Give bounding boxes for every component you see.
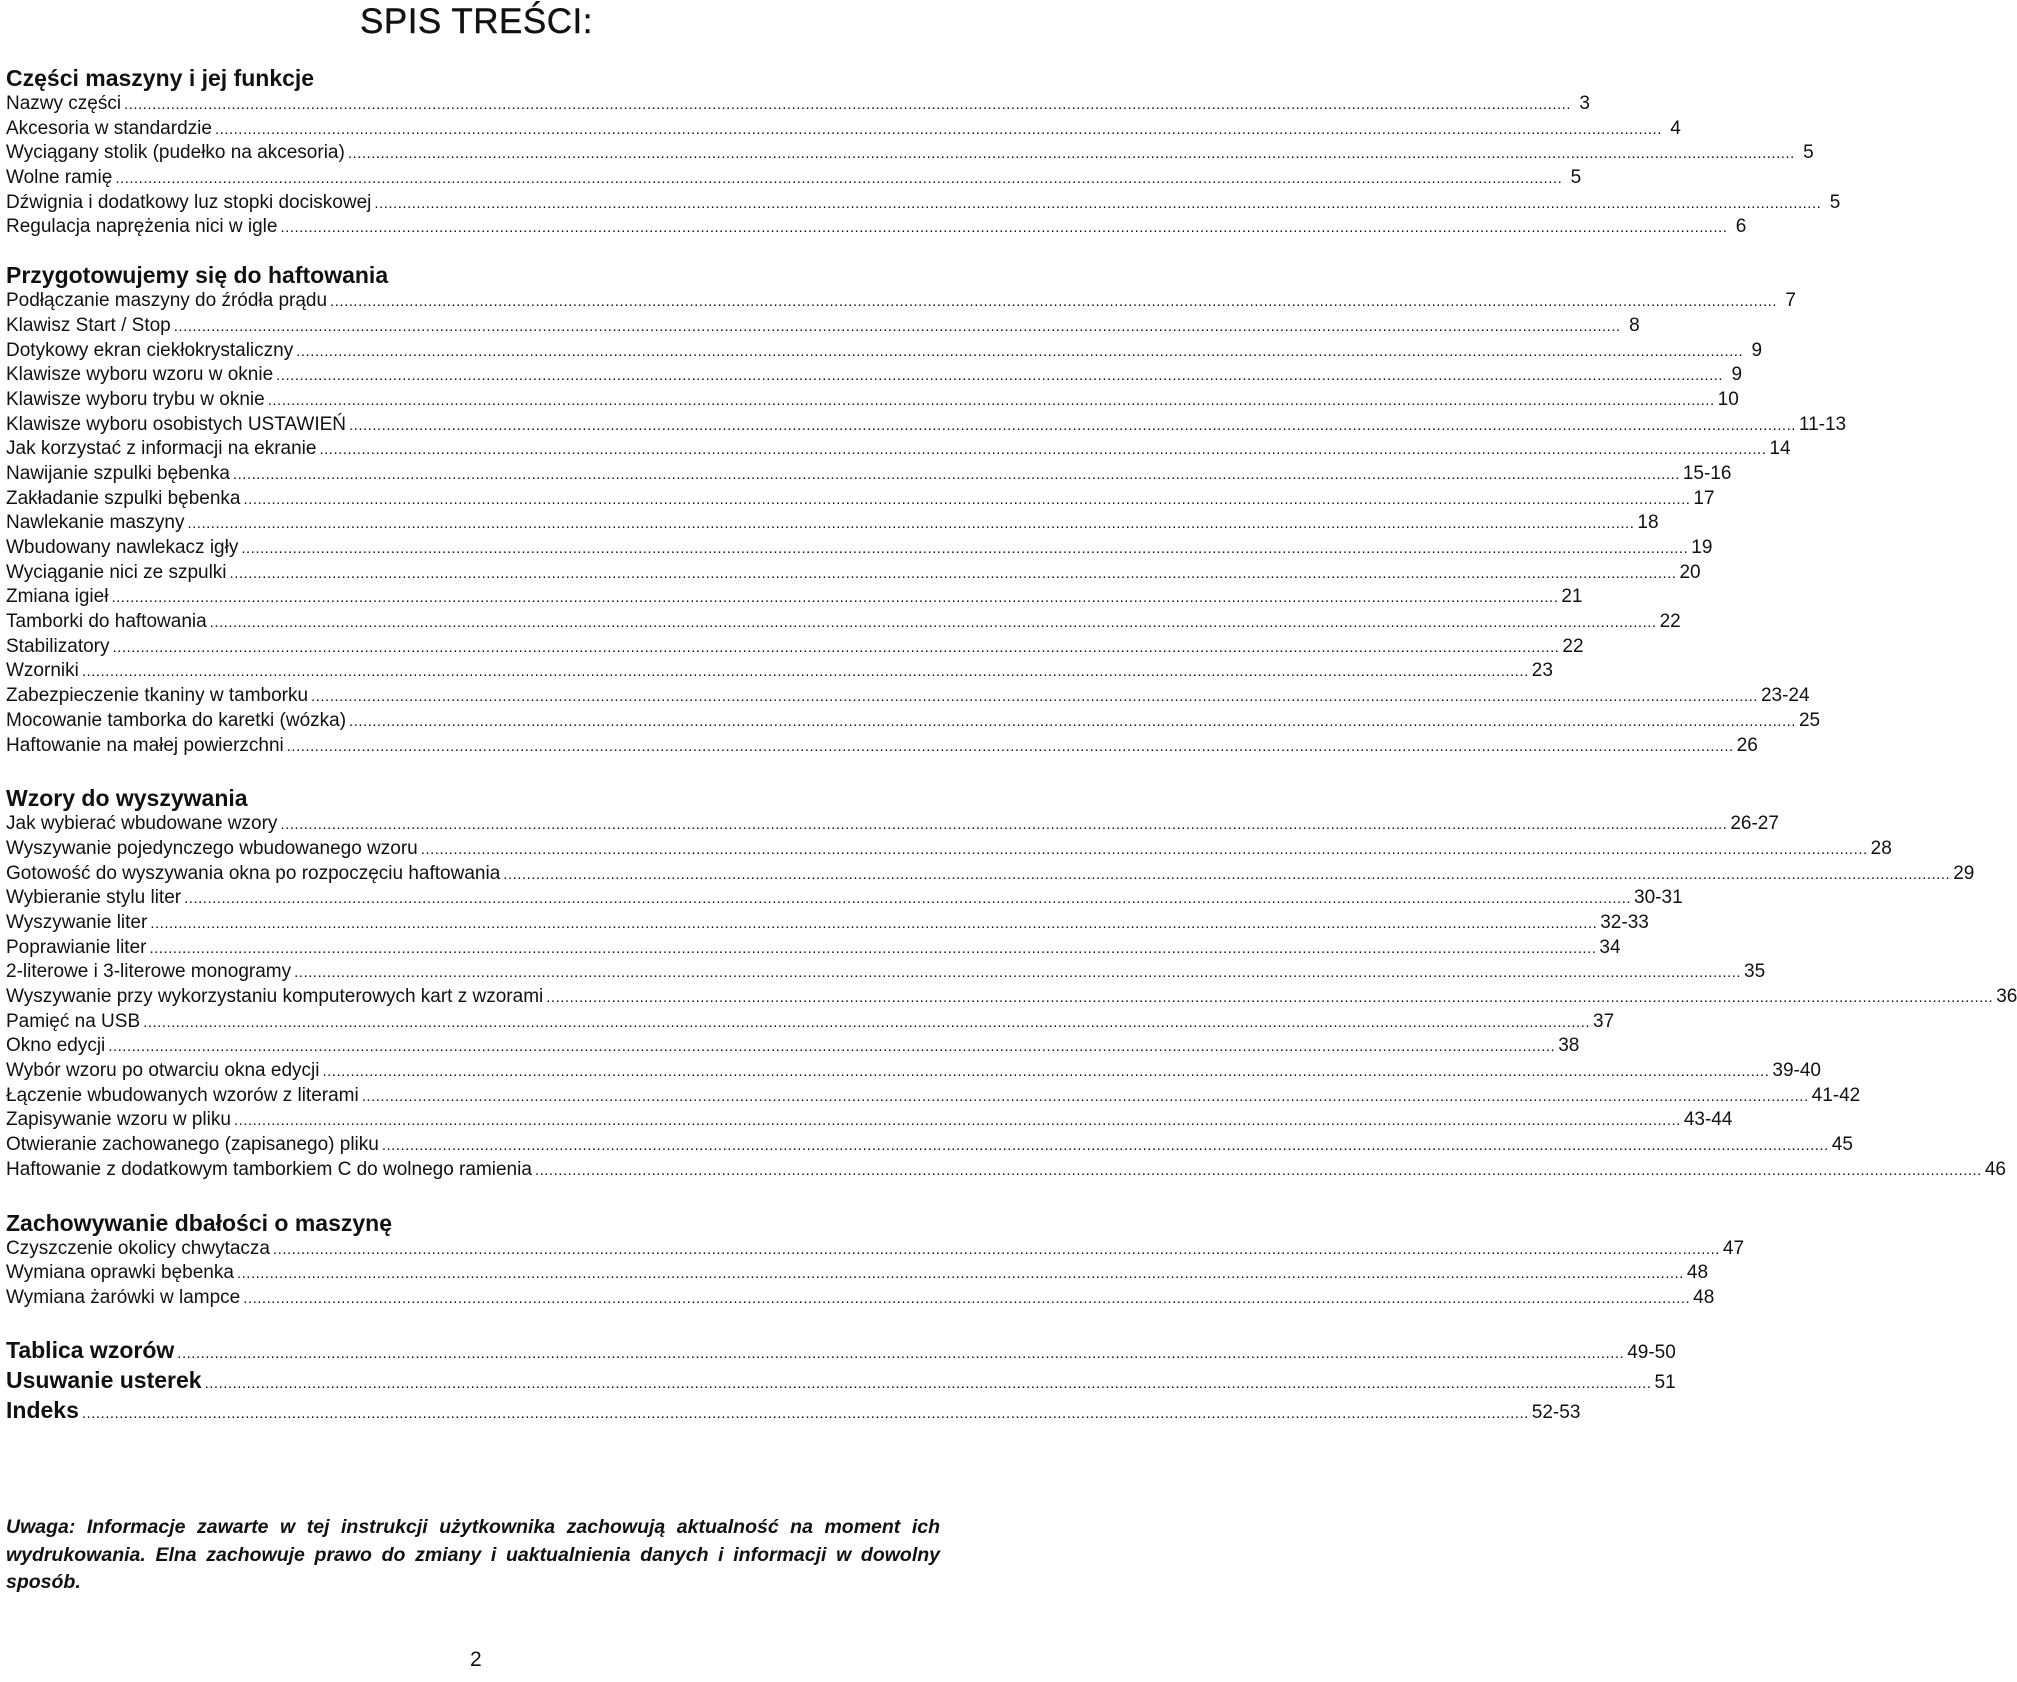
entry-page: 28 [1870, 837, 1892, 859]
entry-page: 39-40 [1772, 1060, 1821, 1082]
entry-page: 26-27 [1730, 813, 1779, 835]
toc-entry[interactable] [6, 215, 1747, 240]
entry-title: Haftowanie z dodatkowym tamborkiem C do wolnego ramienia [6, 1158, 532, 1180]
entry-title: Otwieranie zachowanego (zapisanego) pliku [6, 1134, 379, 1156]
entry-title: Wyszywanie pojedynczego wbudowanego wzoru [6, 837, 418, 859]
dot-leader [187, 512, 1634, 537]
entry-page: 34 [1599, 936, 1621, 958]
entry-page: 48 [1686, 1262, 1709, 1284]
entry-page: 7 [1785, 290, 1796, 312]
toc-entry[interactable] [6, 911, 1649, 936]
dot-leader [174, 315, 1621, 340]
toc-entry[interactable] [6, 734, 1758, 759]
entry-title: Wyciąganie nici ze szpulki [6, 561, 227, 583]
toc-entry[interactable] [6, 388, 1739, 413]
toc-section [6, 261, 1847, 758]
dot-leader [503, 863, 1950, 888]
dot-leader [296, 340, 1743, 365]
dot-leader [546, 986, 1993, 1011]
page-title: SPIS TREŚCI: [360, 2, 593, 41]
entry-title: Wyszywanie liter [6, 911, 148, 933]
entry-page: 35 [1744, 961, 1766, 983]
dot-leader [230, 562, 1677, 587]
dot-leader [421, 838, 1868, 863]
dot-leader [287, 735, 1734, 760]
entry-page: 21 [1561, 586, 1583, 608]
toc-entry[interactable] [6, 191, 1841, 216]
entry-title: Wzorniki [6, 660, 79, 682]
dot-leader [374, 192, 1821, 217]
toc-entry-index[interactable] [6, 1395, 1581, 1425]
entry-title: Klawisz Start / Stop [6, 314, 171, 336]
toc-entry[interactable] [6, 1059, 1821, 1084]
toc-entry[interactable] [6, 117, 1681, 142]
entry-title: Zakładanie szpulki bębenka [6, 487, 241, 509]
toc-entry[interactable] [6, 166, 1582, 191]
entry-page: 30-31 [1634, 887, 1683, 909]
toc-entry[interactable] [6, 92, 1590, 117]
dot-leader [273, 1238, 1720, 1263]
toc-top-entries [6, 1335, 1676, 1425]
dot-leader [115, 167, 1562, 192]
toc-entry[interactable] [6, 886, 1683, 911]
dot-leader [113, 636, 1560, 661]
entry-page: 9 [1751, 339, 1763, 361]
toc-entry[interactable] [6, 511, 1659, 536]
dot-leader [243, 1287, 1690, 1312]
toc-section [6, 64, 1841, 240]
entry-page: 11-13 [1798, 413, 1847, 435]
entry-page: 26 [1736, 734, 1758, 756]
entry-page: 3 [1579, 93, 1590, 114]
dot-leader [241, 537, 1688, 562]
entry-page: 8 [1629, 314, 1640, 336]
section-heading: Wzory do wyszywania [6, 785, 248, 812]
entry-page: 6 [1735, 216, 1747, 238]
toc-entry[interactable] [6, 1010, 1615, 1035]
dot-leader [210, 611, 1657, 636]
section-heading: Przygotowujemy się do haftowania [6, 262, 389, 289]
toc-entry[interactable] [6, 659, 1553, 684]
entry-page: 4 [1670, 117, 1681, 139]
toc-entry[interactable] [6, 585, 1583, 610]
toc-entry[interactable] [6, 936, 1621, 961]
dot-leader [244, 488, 1691, 513]
entry-title: Jak wybierać wbudowane wzory [6, 813, 278, 835]
entry-page: 5 [1803, 142, 1814, 164]
entry-page: 29 [1953, 862, 1975, 884]
toc-entry[interactable] [6, 985, 2017, 1010]
entry-page: 22 [1659, 611, 1681, 633]
toc-entry[interactable] [6, 437, 1791, 462]
dot-leader [82, 660, 1529, 685]
entry-page: 52-53 [1531, 1401, 1581, 1423]
dot-leader [535, 1159, 1982, 1184]
entry-page: 25 [1798, 709, 1821, 731]
toc-entry[interactable] [6, 487, 1715, 512]
entry-title: Tamborki do haftowania [6, 611, 207, 633]
toc-entry[interactable] [6, 1261, 1709, 1286]
dot-leader [294, 961, 1741, 986]
entry-page: 47 [1722, 1237, 1745, 1259]
toc-entry[interactable] [6, 812, 1779, 837]
toc-entry[interactable] [6, 862, 1975, 887]
entry-title: Poprawianie liter [6, 936, 147, 958]
table-of-contents [6, 64, 2017, 1425]
entry-page: 10 [1717, 388, 1739, 410]
entry-page: 15-16 [1682, 462, 1732, 484]
dot-leader [362, 1085, 1809, 1110]
dot-leader [205, 1369, 1652, 1399]
toc-entry[interactable] [6, 1286, 1715, 1311]
entry-title: Akcesoria w standardzie [6, 117, 212, 139]
dot-leader [184, 887, 1631, 912]
entry-title: Klawisze wyboru wzoru w oknie [6, 364, 274, 386]
dot-leader [177, 1339, 1624, 1369]
entry-title: Wymiana oprawki bębenka [6, 1262, 234, 1284]
entry-title: Tablica wzorów [6, 1336, 175, 1363]
entry-page: 46 [1984, 1158, 2006, 1180]
toc-entry[interactable] [6, 837, 1892, 862]
entry-title: Wyciągany stolik (pudełko na akcesoria) [6, 142, 345, 164]
toc-entry[interactable] [6, 709, 1821, 734]
entry-title: Nawijanie szpulki bębenka [6, 462, 230, 484]
entry-title: Wolne ramię [6, 167, 113, 189]
dot-leader [268, 389, 1715, 414]
entry-title: Indeks [6, 1396, 79, 1423]
toc-entry[interactable] [6, 1237, 1745, 1262]
entry-page: 5 [1570, 167, 1582, 189]
entry-page: 5 [1829, 191, 1841, 213]
entry-page: 22 [1562, 635, 1584, 657]
entry-page: 9 [1731, 364, 1743, 386]
entry-page: 43-44 [1683, 1109, 1733, 1131]
dot-leader [82, 1399, 1529, 1429]
entry-page: 36 [1996, 986, 2017, 1007]
entry-title: Wymiana żarówki w lampce [6, 1286, 241, 1308]
dot-leader [111, 586, 1558, 611]
toc-entry[interactable] [6, 1158, 2006, 1183]
toc-entry[interactable] [6, 1084, 1861, 1109]
entry-page: 48 [1693, 1286, 1715, 1308]
dot-leader [348, 142, 1795, 167]
entry-title: Dotykowy ekran ciekłokrystaliczny [6, 339, 294, 361]
entry-page: 41-42 [1811, 1084, 1861, 1106]
toc-entry[interactable] [6, 684, 1810, 709]
entry-page: 38 [1558, 1035, 1580, 1057]
dot-leader [322, 1060, 1769, 1085]
entry-title: 2-literowe i 3-literowe monogramy [6, 961, 292, 983]
entry-title: Nawlekanie maszyny [6, 512, 185, 534]
toc-entry[interactable] [6, 141, 1814, 166]
entry-title: Wyszywanie przy wykorzystaniu komputerowych kart z wzorami [6, 986, 544, 1007]
dot-leader [233, 463, 1680, 488]
entry-title: Łączenie wbudowanych wzorów z literami [6, 1084, 359, 1106]
dot-leader [149, 937, 1596, 962]
entry-title: Gotowość do wyszywania okna po rozpoczęciu haftowania [6, 862, 501, 884]
dot-leader [108, 1035, 1555, 1060]
dot-leader [330, 290, 1777, 315]
entry-title: Okno edycji [6, 1035, 106, 1057]
entry-title: Usuwanie usterek [6, 1366, 202, 1393]
dot-leader [311, 685, 1758, 710]
section-heading: Części maszyny i jej funkcje [6, 65, 315, 91]
entry-title: Jak korzystać z informacji na ekranie [6, 438, 317, 460]
entry-page: 20 [1679, 561, 1701, 583]
toc-entry-troubleshooting[interactable] [6, 1365, 1676, 1395]
section-heading: Zachowywanie dbałości o maszynę [6, 1209, 393, 1236]
entry-page: 18 [1637, 512, 1659, 534]
toc-entry[interactable] [6, 413, 1847, 438]
dot-leader [143, 1011, 1590, 1036]
dot-leader [124, 93, 1571, 118]
entry-page: 23-24 [1760, 685, 1810, 707]
entry-title: Podłączanie maszyny do źródła prądu [6, 290, 328, 312]
entry-page: 14 [1769, 438, 1791, 460]
dot-leader [382, 1134, 1829, 1159]
entry-title: Czyszczenie okolicy chwytacza [6, 1237, 270, 1259]
entry-title: Zapisywanie wzoru w pliku [6, 1109, 231, 1131]
toc-entry[interactable] [6, 339, 1763, 364]
entry-page: 19 [1691, 537, 1713, 558]
entry-title: Klawisze wyboru osobistych USTAWIEŃ [6, 413, 346, 435]
entry-page: 32-33 [1600, 911, 1649, 933]
entry-title: Wybieranie stylu liter [6, 887, 182, 909]
entry-page: 23 [1531, 660, 1553, 682]
entry-title: Wybór wzoru po otwarciu okna edycji [6, 1060, 320, 1082]
toc-entry[interactable] [6, 314, 1640, 339]
page-number: 2 [470, 1648, 482, 1671]
entry-page: 37 [1593, 1010, 1615, 1032]
entry-title: Haftowanie na małej powierzchni [6, 734, 284, 756]
entry-title: Zabezpieczenie tkaniny w tamborku [6, 685, 309, 707]
toc-entry[interactable] [6, 1108, 1733, 1133]
entry-title: Mocowanie tamborka do karetki (wózka) [6, 709, 347, 731]
entry-title: Stabilizatory [6, 635, 110, 657]
dot-leader [276, 364, 1723, 389]
entry-title: Pamięć na USB [6, 1010, 141, 1032]
entry-title: Regulacja naprężenia nici w igle [6, 216, 278, 238]
toc-entry[interactable] [6, 462, 1732, 487]
entry-title: Nazwy części [6, 93, 122, 114]
dot-leader [237, 1262, 1684, 1287]
toc-section [6, 1209, 1745, 1311]
entry-page: 45 [1831, 1134, 1853, 1156]
dot-leader [349, 414, 1796, 439]
dot-leader [234, 1109, 1681, 1134]
entry-title: Zmiana igieł [6, 586, 109, 608]
toc-entry-patterns[interactable] [6, 1335, 1676, 1365]
dot-leader [280, 216, 1727, 241]
toc-entry[interactable] [6, 610, 1681, 635]
entry-title: Klawisze wyboru trybu w oknie [6, 388, 265, 410]
dot-leader [215, 118, 1662, 143]
dot-leader [349, 710, 1796, 735]
toc-entry[interactable] [6, 635, 1584, 660]
dot-leader [150, 912, 1597, 937]
entry-title: Dźwignia i dodatkowy luz stopki dociskowej [6, 191, 372, 213]
toc-entry[interactable] [6, 960, 1766, 985]
toc-entry[interactable] [6, 289, 1796, 314]
entry-page: 17 [1693, 487, 1715, 509]
toc-entry[interactable] [6, 1034, 1580, 1059]
toc-entry[interactable] [6, 363, 1743, 388]
toc-entry[interactable] [6, 1133, 1853, 1158]
toc-entry[interactable] [6, 561, 1701, 586]
entry-page: 49-50 [1627, 1341, 1676, 1363]
entry-page: 51 [1654, 1371, 1676, 1393]
dot-leader [280, 813, 1727, 838]
toc-section [6, 784, 2017, 1182]
toc-entry[interactable] [6, 536, 1713, 561]
entry-title: Wbudowany nawlekacz igły [6, 537, 239, 558]
dot-leader [319, 438, 1766, 463]
disclaimer-note: Uwaga: Informacje zawarte w tej instrukcji użytkownika zachowują aktualność na moment ich wydrukowania. Elna zachowuje prawo do zmiany i uaktualnienia danych i informacji w dowolny sposób. [6, 1516, 940, 1593]
